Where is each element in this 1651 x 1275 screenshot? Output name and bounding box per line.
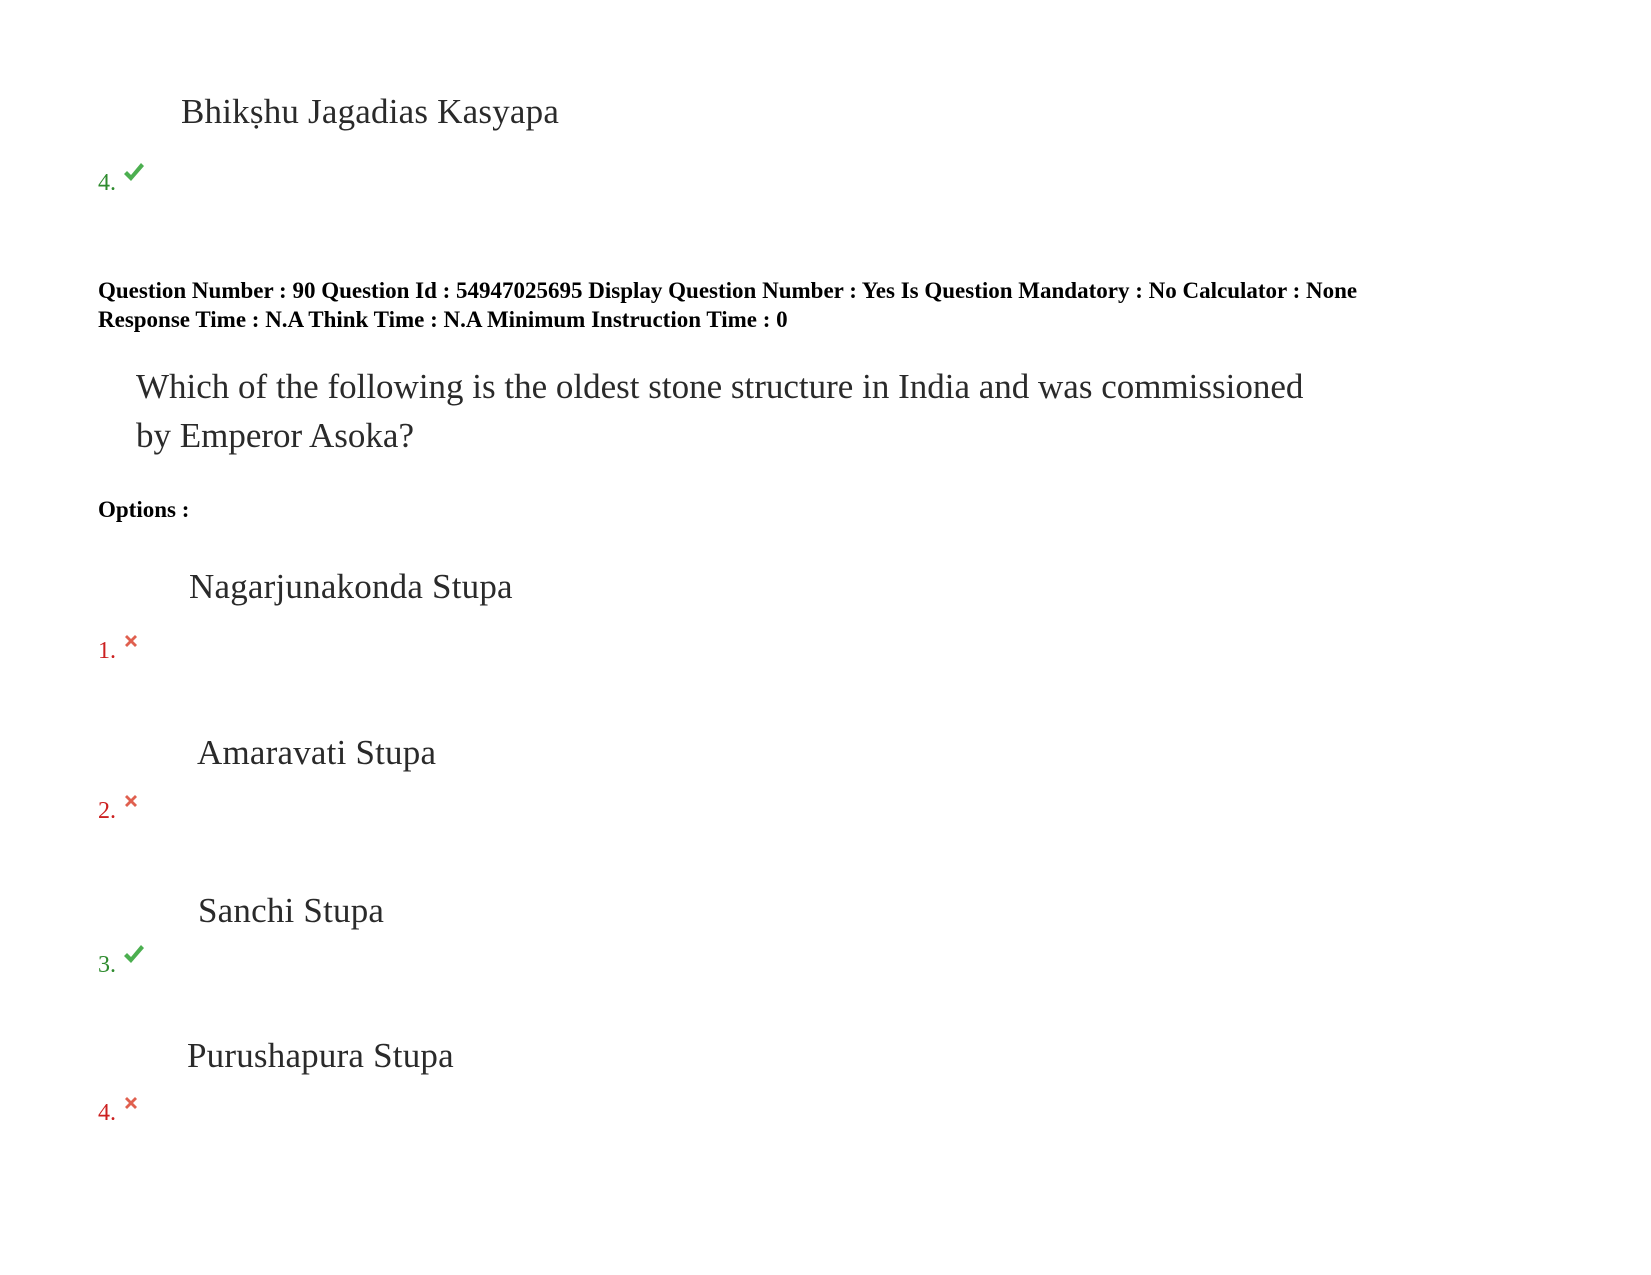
option-4-marker bbox=[98, 1100, 140, 1127]
option-1-text: Nagarjunakonda Stupa bbox=[189, 567, 513, 606]
option-number: 3. bbox=[98, 952, 116, 978]
question-meta bbox=[98, 276, 1357, 334]
option-number: 4. bbox=[98, 1100, 116, 1126]
question-text-line-2: by Emperor Asoka? bbox=[136, 416, 414, 455]
question-meta-line-1: Question Number : 90 Question Id : 54947025695 Display Question Number : Yes Is Question Mandatory : No Calculator : None bbox=[98, 278, 1358, 303]
check-icon bbox=[122, 944, 146, 973]
option-number: 4. bbox=[98, 170, 116, 196]
option-number: 1. bbox=[98, 638, 116, 664]
question-text-line-1: Which of the following is the oldest stone structure in India and was commissioned bbox=[136, 367, 1304, 406]
prev-option-4-marker bbox=[98, 170, 146, 197]
cross-icon bbox=[122, 1092, 140, 1119]
option-2-text: Amaravati Stupa bbox=[197, 733, 437, 772]
check-icon bbox=[122, 162, 146, 191]
option-number: 2. bbox=[98, 798, 116, 824]
question-meta-line-2: Response Time : N.A Think Time : N.A Minimum Instruction Time : 0 bbox=[98, 307, 788, 332]
prev-option-4-text: Bhikṣhu Jagadias Kasyapa bbox=[181, 92, 560, 131]
option-1-marker bbox=[98, 638, 140, 665]
option-2-marker bbox=[98, 798, 140, 825]
cross-icon bbox=[122, 790, 140, 817]
option-3-text: Sanchi Stupa bbox=[198, 891, 385, 930]
option-3-marker bbox=[98, 952, 146, 979]
option-4-text: Purushapura Stupa bbox=[187, 1036, 454, 1075]
options-label: Options : bbox=[98, 497, 190, 522]
cross-icon bbox=[122, 630, 140, 657]
question-text bbox=[136, 362, 1303, 460]
